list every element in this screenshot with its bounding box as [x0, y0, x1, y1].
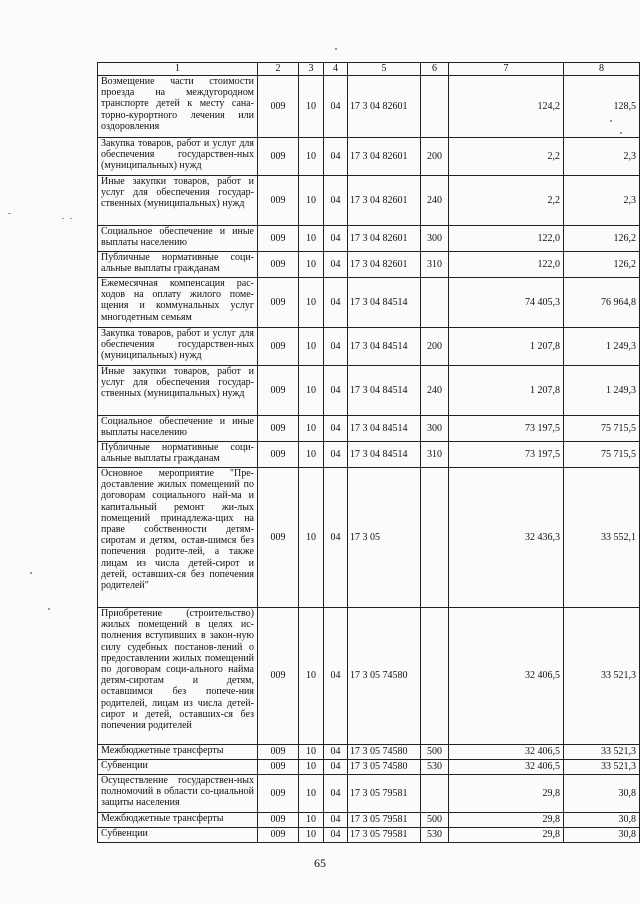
table-row — [98, 138, 640, 176]
row-target-article: 17 3 04 84514 — [348, 328, 421, 366]
row-name: Социальное обеспечение и иные выплаты населению — [98, 416, 258, 442]
row-amount-year1: 2,2 — [449, 176, 564, 226]
row-subsection: 04 — [324, 76, 348, 138]
row-amount-year1: 32 406,5 — [449, 608, 564, 745]
row-target-article: 17 3 05 74580 — [348, 760, 421, 775]
row-target-article: 17 3 05 79581 — [348, 775, 421, 813]
row-name: Осуществление государствен-ных полномочий в области со-циальной защиты населения — [98, 775, 258, 813]
row-subsection: 04 — [324, 468, 348, 608]
row-amount-year2: 126,2 — [564, 226, 640, 252]
budget-table — [97, 62, 640, 843]
header-cell-6: 6 — [421, 63, 449, 76]
header-cell-7: 7 — [449, 63, 564, 76]
row-subsection: 04 — [324, 176, 348, 226]
row-amount-year1: 1 207,8 — [449, 328, 564, 366]
row-code-admin: 009 — [258, 278, 299, 328]
row-expense-type: 530 — [421, 760, 449, 775]
row-section: 10 — [299, 138, 324, 176]
row-name: Иные закупки товаров, работ и услуг для обеспечения государ-ственных (муниципальных) нужд — [98, 176, 258, 226]
row-amount-year1: 124,2 — [449, 76, 564, 138]
table-row — [98, 442, 640, 468]
scan-speck — [48, 608, 50, 610]
row-amount-year2: 75 715,5 — [564, 416, 640, 442]
row-expense-type: 530 — [421, 828, 449, 843]
table-row — [98, 828, 640, 843]
row-name: Приобретение (строительство) жилых помещений в целях ис-полнения вступивших в закон-ную силу судебных постанов-лений о предоставлении жилых помещений по договорам соци-ального найма детям-сиротам и детям, оставшимся без попече-ния родителей, лицам из числа детей-сирот и детей, оставших-ся без попечения родителей — [98, 608, 258, 745]
row-section: 10 — [299, 828, 324, 843]
row-section: 10 — [299, 176, 324, 226]
table-row — [98, 76, 640, 138]
row-target-article: 17 3 04 82601 — [348, 176, 421, 226]
row-target-article: 17 3 05 79581 — [348, 828, 421, 843]
row-subsection: 04 — [324, 278, 348, 328]
table-row — [98, 366, 640, 416]
row-amount-year2: 126,2 — [564, 252, 640, 278]
row-subsection: 04 — [324, 366, 348, 416]
row-target-article: 17 3 05 74580 — [348, 608, 421, 745]
table-row — [98, 252, 640, 278]
row-code-admin: 009 — [258, 176, 299, 226]
row-target-article: 17 3 04 82601 — [348, 252, 421, 278]
row-name: Публичные нормативные соци-альные выплаты гражданам — [98, 252, 258, 278]
row-section: 10 — [299, 745, 324, 760]
row-code-admin: 009 — [258, 226, 299, 252]
scan-speck — [70, 218, 72, 219]
row-name: Основное мероприятие "Пре-доставление жилых помещений по договорам социального най-ма и капитальный ремонт жи-лых помещений принадлежа-щих на праве собственности детям-сиротам и детям, остав-шимся без попечения родите-лей, а также лицам из числа детей-сирот и детей, оставших-ся без попечения родителей" — [98, 468, 258, 608]
row-code-admin: 009 — [258, 366, 299, 416]
row-expense-type: 300 — [421, 226, 449, 252]
row-expense-type: 500 — [421, 745, 449, 760]
row-section: 10 — [299, 278, 324, 328]
row-amount-year1: 29,8 — [449, 813, 564, 828]
page-number: 65 — [314, 856, 326, 870]
row-amount-year2: 30,8 — [564, 775, 640, 813]
row-target-article: 17 3 04 84514 — [348, 416, 421, 442]
row-amount-year1: 1 207,8 — [449, 366, 564, 416]
row-section: 10 — [299, 760, 324, 775]
scan-speck — [610, 120, 612, 122]
row-name: Закупка товаров, работ и услуг для обеспечения государствен-ных (муниципальных) нужд — [98, 328, 258, 366]
table-row — [98, 760, 640, 775]
row-expense-type: 240 — [421, 176, 449, 226]
row-expense-type: 500 — [421, 813, 449, 828]
row-amount-year2: 1 249,3 — [564, 328, 640, 366]
row-target-article: 17 3 04 84514 — [348, 442, 421, 468]
row-amount-year1: 73 197,5 — [449, 416, 564, 442]
row-amount-year1: 73 197,5 — [449, 442, 564, 468]
row-amount-year2: 30,8 — [564, 813, 640, 828]
table-header-row — [98, 63, 640, 76]
scan-speck — [335, 48, 337, 50]
row-amount-year2: 33 552,1 — [564, 468, 640, 608]
row-code-admin: 009 — [258, 416, 299, 442]
table-row — [98, 328, 640, 366]
row-target-article: 17 3 05 74580 — [348, 745, 421, 760]
table-row — [98, 775, 640, 813]
row-section: 10 — [299, 226, 324, 252]
row-target-article: 17 3 05 79581 — [348, 813, 421, 828]
row-code-admin: 009 — [258, 775, 299, 813]
row-expense-type: 200 — [421, 138, 449, 176]
row-amount-year2: 1 249,3 — [564, 366, 640, 416]
row-amount-year2: 33 521,3 — [564, 760, 640, 775]
table-row — [98, 176, 640, 226]
row-code-admin: 009 — [258, 138, 299, 176]
scan-speck — [8, 213, 11, 214]
row-subsection: 04 — [324, 226, 348, 252]
row-section: 10 — [299, 468, 324, 608]
row-subsection: 04 — [324, 252, 348, 278]
row-name: Иные закупки товаров, работ и услуг для обеспечения государ-ственных (муниципальных) нужд — [98, 366, 258, 416]
row-code-admin: 009 — [258, 745, 299, 760]
row-code-admin: 009 — [258, 328, 299, 366]
row-amount-year1: 2,2 — [449, 138, 564, 176]
row-name: Возмещение части стоимости проезда на междугородном транспорте детей к месту сана-торно-курортного лечения или оздоровления — [98, 76, 258, 138]
row-subsection: 04 — [324, 760, 348, 775]
table-row — [98, 608, 640, 745]
row-expense-type — [421, 278, 449, 328]
header-cell-5: 5 — [348, 63, 421, 76]
row-target-article: 17 3 04 84514 — [348, 278, 421, 328]
header-cell-2: 2 — [258, 63, 299, 76]
row-code-admin: 009 — [258, 760, 299, 775]
row-subsection: 04 — [324, 745, 348, 760]
row-amount-year2: 30,8 — [564, 828, 640, 843]
row-section: 10 — [299, 76, 324, 138]
row-section: 10 — [299, 775, 324, 813]
table-row — [98, 745, 640, 760]
row-name: Межбюджетные трансферты — [98, 813, 258, 828]
row-amount-year1: 32 406,5 — [449, 760, 564, 775]
row-target-article: 17 3 04 84514 — [348, 366, 421, 416]
row-expense-type: 310 — [421, 252, 449, 278]
row-expense-type — [421, 608, 449, 745]
row-amount-year1: 122,0 — [449, 226, 564, 252]
scan-speck — [30, 572, 32, 574]
table-row — [98, 416, 640, 442]
row-name: Закупка товаров, работ и услуг для обеспечения государствен-ных (муниципальных) нужд — [98, 138, 258, 176]
table-row — [98, 278, 640, 328]
row-subsection: 04 — [324, 608, 348, 745]
row-amount-year1: 122,0 — [449, 252, 564, 278]
row-name: Публичные нормативные соци-альные выплаты гражданам — [98, 442, 258, 468]
row-section: 10 — [299, 608, 324, 745]
row-target-article: 17 3 05 — [348, 468, 421, 608]
row-subsection: 04 — [324, 138, 348, 176]
row-code-admin: 009 — [258, 442, 299, 468]
row-code-admin: 009 — [258, 813, 299, 828]
row-expense-type: 200 — [421, 328, 449, 366]
row-amount-year1: 29,8 — [449, 828, 564, 843]
row-section: 10 — [299, 366, 324, 416]
row-subsection: 04 — [324, 775, 348, 813]
header-cell-8: 8 — [564, 63, 640, 76]
row-subsection: 04 — [324, 442, 348, 468]
row-name: Межбюджетные трансферты — [98, 745, 258, 760]
row-expense-type: 240 — [421, 366, 449, 416]
row-section: 10 — [299, 416, 324, 442]
scan-speck — [62, 218, 64, 219]
row-amount-year1: 74 405,3 — [449, 278, 564, 328]
row-amount-year1: 29,8 — [449, 775, 564, 813]
row-amount-year2: 2,3 — [564, 176, 640, 226]
row-subsection: 04 — [324, 828, 348, 843]
row-amount-year2: 33 521,3 — [564, 745, 640, 760]
table-row — [98, 813, 640, 828]
row-code-admin: 009 — [258, 608, 299, 745]
header-cell-1: 1 — [98, 63, 258, 76]
scan-speck — [620, 132, 622, 134]
row-expense-type: 310 — [421, 442, 449, 468]
row-name: Субвенции — [98, 760, 258, 775]
row-code-admin: 009 — [258, 828, 299, 843]
row-amount-year1: 32 406,5 — [449, 745, 564, 760]
row-amount-year2: 33 521,3 — [564, 608, 640, 745]
table-row — [98, 468, 640, 608]
row-amount-year2: 2,3 — [564, 138, 640, 176]
header-cell-4: 4 — [324, 63, 348, 76]
header-cell-3: 3 — [299, 63, 324, 76]
row-target-article: 17 3 04 82601 — [348, 76, 421, 138]
row-code-admin: 009 — [258, 468, 299, 608]
row-name: Субвенции — [98, 828, 258, 843]
row-expense-type — [421, 775, 449, 813]
row-subsection: 04 — [324, 328, 348, 366]
row-code-admin: 009 — [258, 252, 299, 278]
row-expense-type: 300 — [421, 416, 449, 442]
row-name: Ежемесячная компенсация рас-ходов на оплату жилого поме-щения и коммунальных услуг многодетным семьям — [98, 278, 258, 328]
row-code-admin: 009 — [258, 76, 299, 138]
row-amount-year2: 75 715,5 — [564, 442, 640, 468]
row-amount-year1: 32 436,3 — [449, 468, 564, 608]
row-subsection: 04 — [324, 813, 348, 828]
row-section: 10 — [299, 252, 324, 278]
row-expense-type — [421, 76, 449, 138]
row-target-article: 17 3 04 82601 — [348, 138, 421, 176]
row-amount-year2: 128,5 — [564, 76, 640, 138]
row-section: 10 — [299, 328, 324, 366]
row-expense-type — [421, 468, 449, 608]
row-target-article: 17 3 04 82601 — [348, 226, 421, 252]
row-subsection: 04 — [324, 416, 348, 442]
row-amount-year2: 76 964,8 — [564, 278, 640, 328]
row-name: Социальное обеспечение и иные выплаты населению — [98, 226, 258, 252]
table-row — [98, 226, 640, 252]
row-section: 10 — [299, 813, 324, 828]
row-section: 10 — [299, 442, 324, 468]
